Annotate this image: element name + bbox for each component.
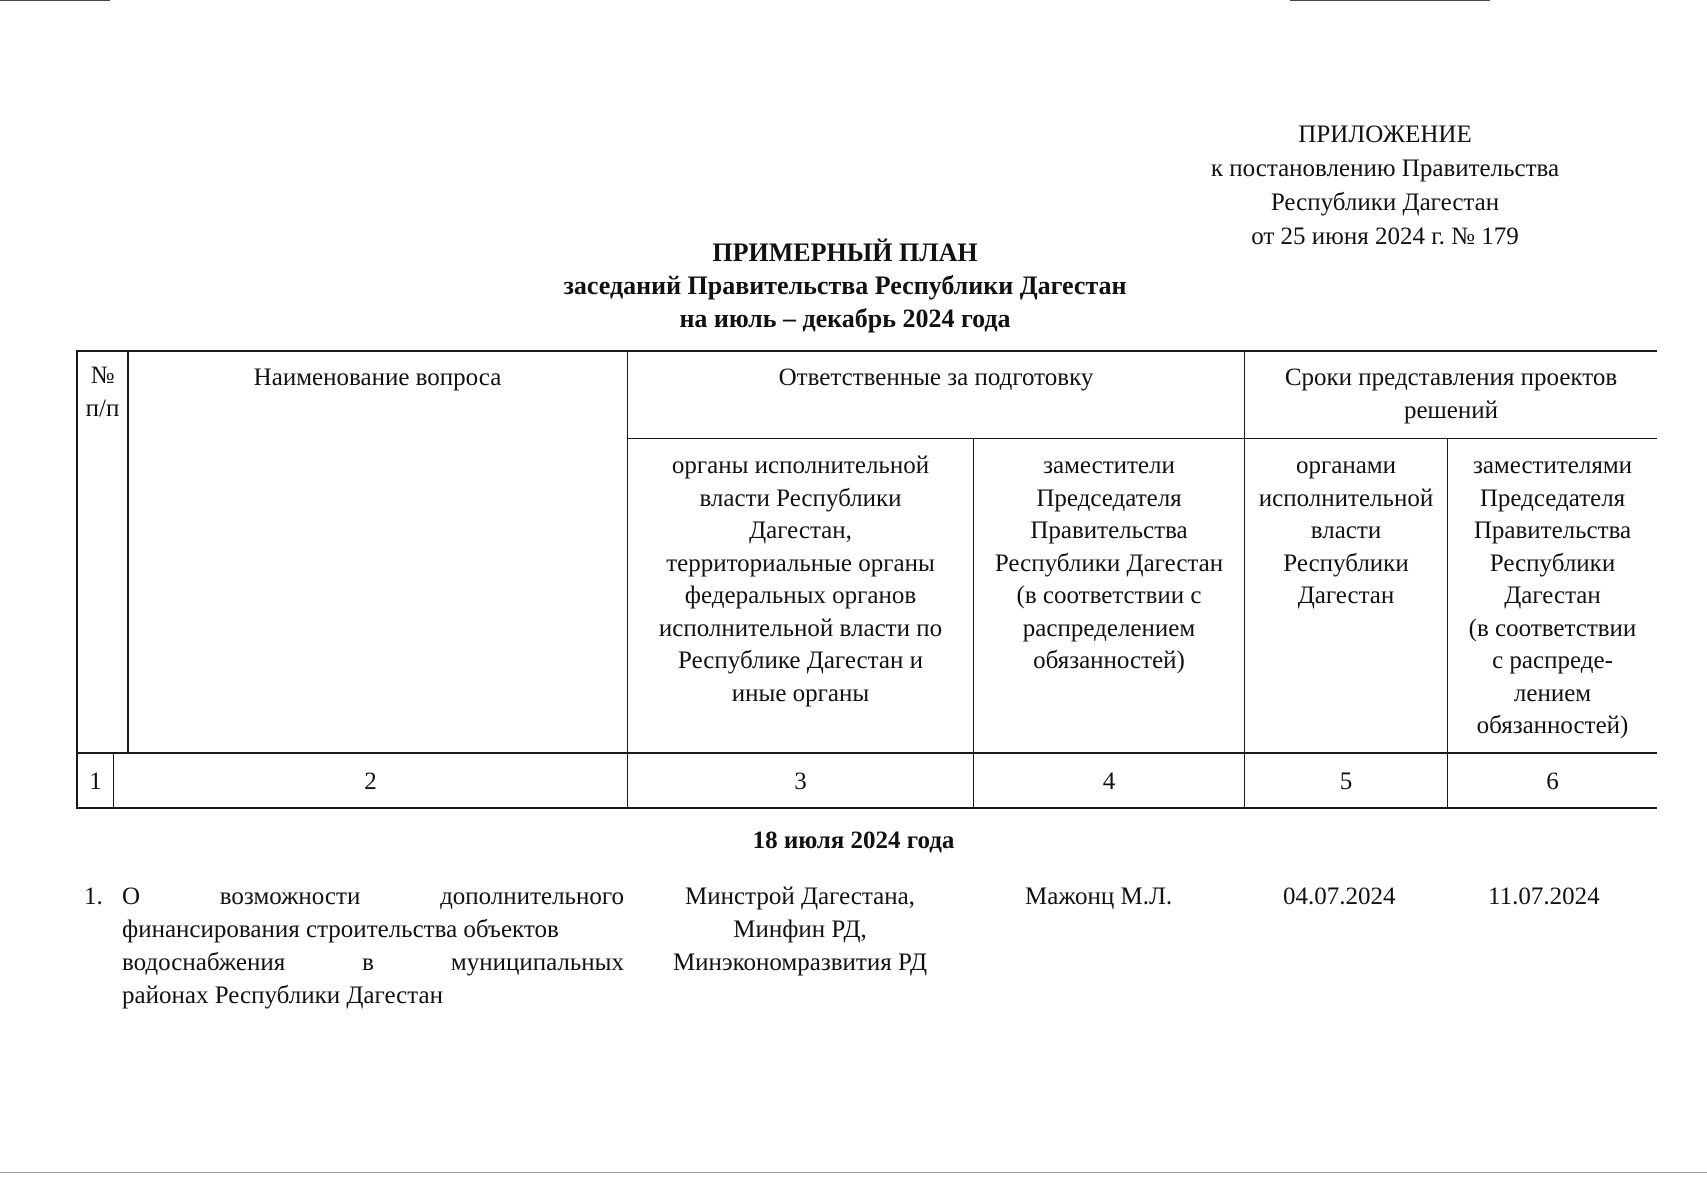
col-border-1 <box>127 350 129 752</box>
header-bodies-line: исполнительной власти по <box>658 614 943 642</box>
question-word: О <box>122 883 141 910</box>
question-line <box>122 946 624 979</box>
row-deadline-deputies: 11.07.2024 <box>1488 883 1600 910</box>
header-by-deputies <box>1448 450 1657 743</box>
header-by-deputies-line: Председателя <box>1479 484 1626 512</box>
column-number-6: 6 <box>1546 768 1559 795</box>
title-line-1: ПРИМЕРНЫЙ ПЛАН <box>712 238 978 267</box>
header-deadlines-line-2: решений <box>1403 396 1499 424</box>
header-responsible <box>628 362 1244 395</box>
column-number-3: 3 <box>794 768 807 795</box>
header-by-bodies-line: органами <box>1295 452 1397 479</box>
header-deputies-line: (в соответствии с <box>1016 582 1202 609</box>
appendix-line-1: к постановлению Правительства <box>1210 155 1560 182</box>
table-bottom-border <box>76 807 1657 809</box>
header-by-deputies-line: лением <box>1513 679 1592 707</box>
row-question <box>122 880 624 1012</box>
scan-edge-top-right <box>1290 0 1490 1</box>
header-bodies-line: федеральных органов <box>684 582 917 609</box>
responsible-line: Минфин РД, <box>733 916 867 943</box>
column-number-5: 5 <box>1339 768 1353 795</box>
header-bodies <box>628 450 973 710</box>
table-top-border <box>76 350 1657 352</box>
header-question-label: Наименование вопроса <box>253 364 502 391</box>
row-number: 1. <box>84 883 103 910</box>
header-deadlines <box>1245 362 1657 427</box>
header-bodies-line: Дагестан, <box>749 517 852 544</box>
header-deputies <box>974 450 1244 678</box>
header-responsible-label: Ответственные за подготовку <box>778 364 1094 391</box>
header-by-deputies-line: заместителями <box>1472 452 1633 479</box>
appendix-line-2: Республики Дагестан <box>1270 189 1500 216</box>
appendix-block <box>1165 118 1605 254</box>
row-deadline-bodies: 04.07.2024 <box>1283 883 1396 910</box>
header-by-deputies-line: (в соответствии <box>1468 614 1637 642</box>
question-word: водоснабжения <box>122 949 286 976</box>
header-num-line-1: № <box>90 362 115 389</box>
column-number-2: 2 <box>364 768 377 795</box>
question-word: муниципальных <box>450 949 624 976</box>
question-word: возможности <box>219 883 361 910</box>
question-line <box>122 880 624 913</box>
question-word: финансирования строительства объектов <box>122 916 559 943</box>
question-line: районах Республики Дагестан <box>122 982 443 1009</box>
header-num <box>78 360 127 425</box>
header-bodies-line: власти Республики <box>699 484 902 512</box>
header-by-deputies-line: Дагестан <box>1504 582 1601 609</box>
header-question <box>128 362 627 395</box>
header-by-bodies-line: исполнительной <box>1258 484 1434 512</box>
appendix-title: ПРИЛОЖЕНИЕ <box>1298 121 1472 148</box>
scan-edge-bottom <box>0 1172 1707 1173</box>
title-line-3: на июль – декабрь 2024 года <box>679 304 1011 333</box>
header-by-bodies-line: Республики <box>1283 549 1409 577</box>
header-bodies-line: органы исполнительной <box>671 452 930 479</box>
header-by-bodies-line: Дагестан <box>1297 582 1395 609</box>
header-deputies-line: Республики Дагестан <box>994 549 1224 577</box>
header-bodies-line: Республике Дагестан и <box>678 647 923 674</box>
header-deputies-line: Председателя <box>1036 484 1182 512</box>
header-by-bodies-line: власти <box>1310 517 1382 544</box>
header-bottom-border <box>76 752 1657 754</box>
header-deputies-line: обязанностей) <box>1033 647 1185 674</box>
header-bodies-line: территориальные органы <box>666 549 935 577</box>
header-deputies-line: распределением <box>1022 614 1196 642</box>
title-line-2: заседаний Правительства Республики Дагестан <box>563 271 1127 300</box>
header-by-deputies-line: Республики <box>1489 549 1616 577</box>
header-by-bodies <box>1245 450 1447 613</box>
responsible-line: Минэкономразвития РД <box>672 949 928 976</box>
row-deputy: Мажонц М.Л. <box>1025 883 1173 910</box>
responsible-line: Минстрой Дагестана, <box>685 883 915 910</box>
header-deputies-line: заместители <box>1043 452 1175 479</box>
subheader-divider <box>628 438 1657 439</box>
section-date-heading: 18 июля 2024 года <box>752 827 955 854</box>
column-number-4: 4 <box>1102 768 1116 795</box>
question-word: в <box>362 949 374 976</box>
document-title <box>420 236 1270 335</box>
header-bodies-line: иные органы <box>731 679 870 707</box>
question-word: дополнительного <box>440 883 624 910</box>
header-by-deputies-line: Правительства <box>1473 517 1632 544</box>
scan-edge-top <box>0 0 110 1</box>
header-by-deputies-line: обязанностей) <box>1476 712 1629 739</box>
header-by-deputies-line: с распреде- <box>1492 647 1613 674</box>
row-responsible-bodies <box>640 880 960 979</box>
header-deadlines-line-1: Сроки представления проектов <box>1284 364 1618 391</box>
appendix-line-3: от 25 июня 2024 г. № 179 <box>1251 223 1519 250</box>
question-line <box>122 913 624 946</box>
header-deputies-line: Правительства <box>1030 517 1188 544</box>
column-number-1: 1 <box>89 768 102 795</box>
header-num-line-2: п/п <box>85 394 120 422</box>
